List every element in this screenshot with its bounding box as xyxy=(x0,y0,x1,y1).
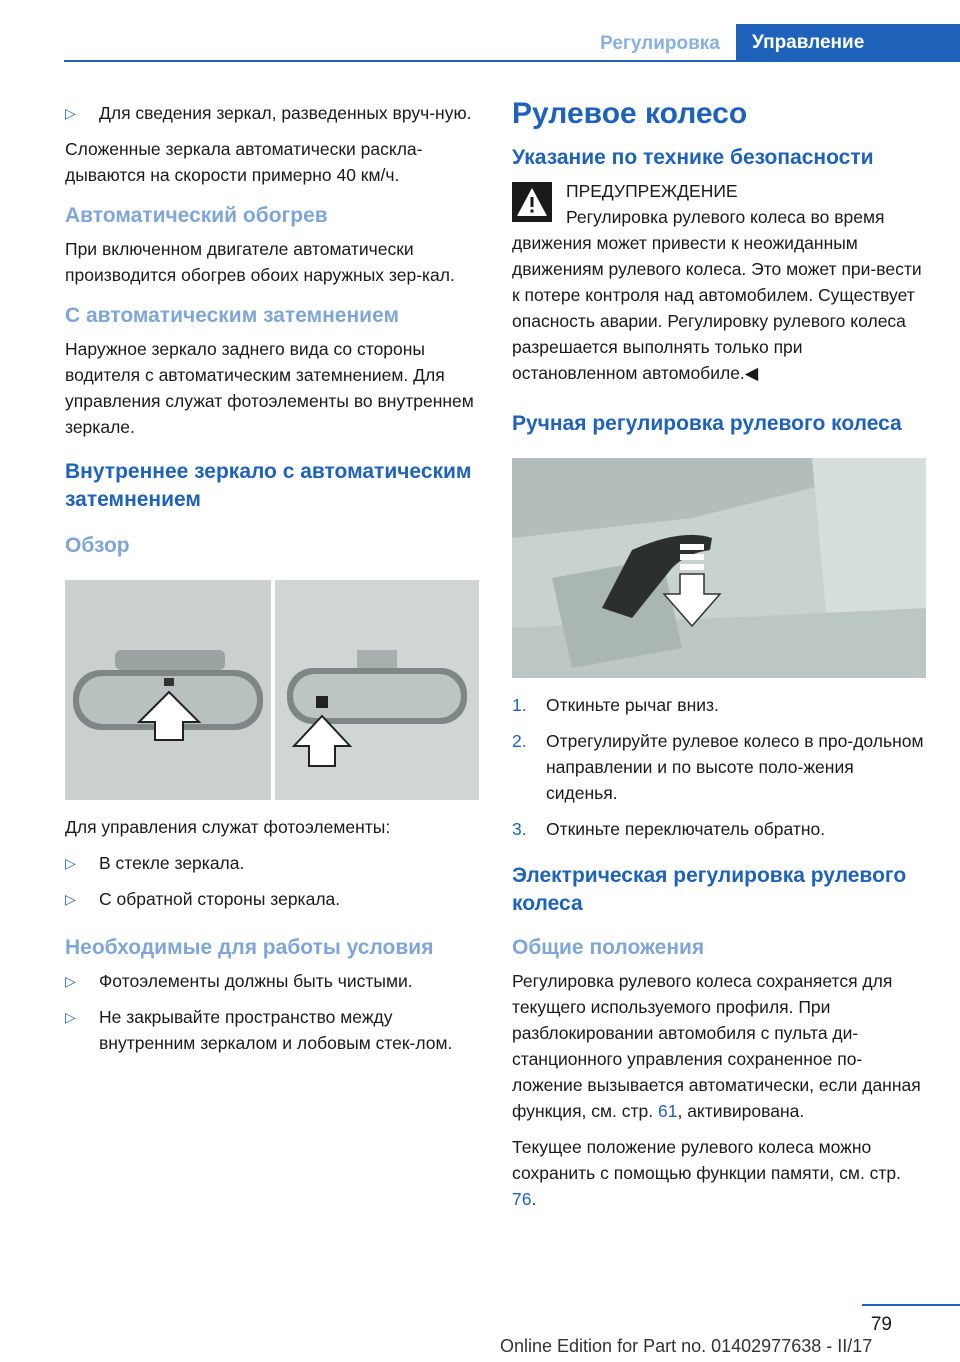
edition-footer: Online Edition for Part no. 01402977638 - II/17 xyxy=(500,1336,873,1356)
right-column xyxy=(512,96,926,1222)
step-number: 1. xyxy=(512,695,527,715)
paragraph-photocells: Для управления служат фотоэлементы: xyxy=(65,817,391,837)
bullet-item xyxy=(65,850,479,876)
heading-overview: Обзор xyxy=(65,534,130,557)
paragraph-general xyxy=(512,968,926,1124)
paragraph-memory-text: Текущее положение рулевого колеса можно сохранить с помощью функции памяти, см. стр. xyxy=(512,1137,902,1183)
heading-steering-wheel: Рулевое колесо xyxy=(512,97,748,130)
bullet-triangle-icon: ▷ xyxy=(65,105,76,121)
heading-inner-mirror: Внутреннее зеркало с автоматическим затемнением xyxy=(65,460,472,511)
bullet-text: С обратной стороны зеркала. xyxy=(99,889,341,909)
paragraph-memory xyxy=(512,1134,926,1212)
warning-title: ПРЕДУПРЕЖДЕНИЕ xyxy=(566,181,738,201)
heading-manual-adjustment: Ручная регулировка рулевого колеса xyxy=(512,412,902,435)
step-number: 2. xyxy=(512,731,527,751)
heading-conditions: Необходимые для работы условия xyxy=(65,936,434,959)
step-number: 3. xyxy=(512,819,527,839)
bullet-item xyxy=(65,886,479,912)
heading-electric-adjustment: Электрическая регулировка рулевого колеса xyxy=(512,864,907,915)
bullet-item xyxy=(65,968,479,994)
heading-auto-heating: Автоматический обогрев xyxy=(65,204,328,227)
step-item xyxy=(512,692,926,718)
step-item xyxy=(512,816,926,842)
paragraph-heating: При включенном двигателе автоматически производится обогрев обоих наружных зер-кал. xyxy=(65,239,455,285)
bullet-text: Для сведения зеркал, разведенных вруч-ную. xyxy=(99,103,472,123)
warning-block xyxy=(512,178,926,386)
paragraph-general-text: Регулировка рулевого колеса сохраняется для текущего используемого профиля. При разблокировании автомобиля с пульта ди-станционного управления сохраненное по-ложение вызывается автоматически, если данная функция, см. стр. xyxy=(512,971,921,1121)
heading-safety: Указание по технике безопасности xyxy=(512,146,874,169)
heading-general: Общие положения xyxy=(512,936,705,959)
bullet-triangle-icon: ▷ xyxy=(65,1009,76,1025)
step-text: Откиньте переключатель обратно. xyxy=(546,819,826,839)
steering-lever-figure xyxy=(512,458,926,678)
bullet-triangle-icon: ▷ xyxy=(65,855,76,871)
bullet-item xyxy=(65,100,479,126)
step-item xyxy=(512,728,926,806)
step-text: Отрегулируйте рулевое колесо в про-дольном направлении и по высоте поло-жения сиденья. xyxy=(546,731,924,803)
paragraph-dimming: Наружное зеркало заднего вида со стороны водителя с автоматическим затемнением. Для управления служат фотоэлементы во внутреннем зеркале. xyxy=(65,339,474,437)
heading-auto-dimming: С автоматическим затемнением xyxy=(65,304,400,327)
paragraph-fold: Сложенные зеркала автоматически раскла-дываются на скорости примерно 40 км/ч. xyxy=(65,139,423,185)
mirror-photocells-figure xyxy=(65,580,479,800)
bullet-triangle-icon: ▷ xyxy=(65,891,76,907)
header-rule xyxy=(64,60,960,62)
paragraph-general-text-end: , активирована. xyxy=(677,1101,805,1121)
page-link-61[interactable]: 61 xyxy=(658,1101,678,1121)
paragraph-memory-text-end: . xyxy=(531,1189,537,1209)
page-link-76[interactable]: 76 xyxy=(512,1189,532,1209)
bullet-text: Фотоэлементы должны быть чистыми. xyxy=(99,971,413,991)
bullet-triangle-icon: ▷ xyxy=(65,973,76,989)
footer-rule xyxy=(862,1304,960,1306)
warning-icon xyxy=(512,182,552,222)
left-column xyxy=(65,100,479,1066)
page-number: 79 xyxy=(870,1314,892,1335)
bullet-text: Не закрывайте пространство между внутренним зеркалом и лобовым стек-лом. xyxy=(99,1007,453,1053)
header-tab-regulation[interactable]: Регулировка xyxy=(600,33,720,54)
warning-text: Регулировка рулевого колеса во время движения может привести к неожиданным движениям рулевого колеса. Это может при-вести к потере контроля над автомобилем. Существует опасность аварии. Регулировку рулевого колеса разрешается выполнять только при остановленном автомобиле.◀ xyxy=(512,207,922,383)
bullet-item xyxy=(65,1004,479,1056)
step-text: Откиньте рычаг вниз. xyxy=(546,695,719,715)
bullet-text: В стекле зеркала. xyxy=(99,853,245,873)
header-tab-controls[interactable]: Управление xyxy=(736,24,960,62)
